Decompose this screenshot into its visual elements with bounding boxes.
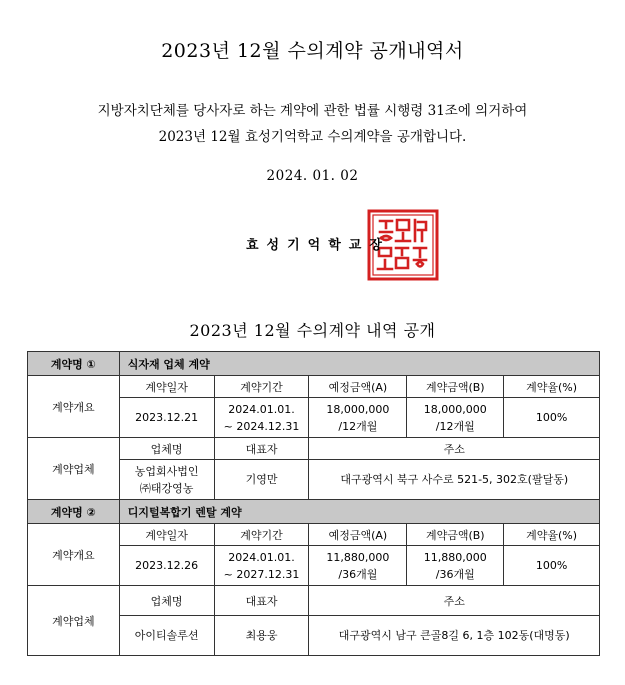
contract-2-period: 2024.01.01. ~ 2027.12.31 bbox=[214, 546, 309, 586]
table-title: 2023년 12월 수의계약 내역 공개 bbox=[189, 321, 436, 340]
header-company-name: 업체명 bbox=[119, 438, 214, 460]
contract-2-overview-label: 계약개요 bbox=[28, 524, 120, 586]
contract-2-estimated-amount: 11,880,000 /36개월 bbox=[309, 546, 407, 586]
contract-2-label: 계약명 ② bbox=[28, 500, 120, 524]
contract-1-contract-amount: 18,000,000 /12개월 bbox=[407, 398, 504, 438]
contract-1-company-name: 농업회사법인 ㈜태강영농 bbox=[119, 460, 214, 500]
contract-1-header-row bbox=[28, 352, 600, 376]
contract-1-company-label: 계약업체 bbox=[28, 438, 120, 500]
header-contract-period: 계약기간 bbox=[214, 524, 309, 546]
header-contract-amount: 계약금액(B) bbox=[407, 524, 504, 546]
intro-text bbox=[0, 98, 625, 150]
contract-2-date: 2023.12.26 bbox=[119, 546, 214, 586]
contract-2-header-row bbox=[28, 500, 600, 524]
header-address: 주소 bbox=[309, 586, 600, 616]
contract-1-estimated-amount: 18,000,000 /12개월 bbox=[309, 398, 407, 438]
contract-2-rate: 100% bbox=[504, 546, 600, 586]
contract-1-name: 식자재 업체 계약 bbox=[119, 352, 599, 376]
header-company-name: 업체명 bbox=[119, 586, 214, 616]
contract-2-contract-amount: 11,880,000 /36개월 bbox=[407, 546, 504, 586]
header-contract-date: 계약일자 bbox=[119, 524, 214, 546]
contract-1-date: 2023.12.21 bbox=[119, 398, 214, 438]
contract-1-address: 대구광역시 북구 사수로 521-5, 302호(팔달동) bbox=[309, 460, 600, 500]
contract-1-overview-label: 계약개요 bbox=[28, 376, 120, 438]
header-estimated-amount: 예정금액(A) bbox=[309, 376, 407, 398]
header-contract-amount: 계약금액(B) bbox=[407, 376, 504, 398]
header-representative: 대표자 bbox=[214, 586, 309, 616]
intro-line-2: 2023년 12월 효성기억학교 수의계약을 공개합니다. bbox=[158, 129, 467, 145]
contract-1-overview-header-row bbox=[28, 376, 600, 398]
header-contract-rate: 계약율(%) bbox=[504, 376, 600, 398]
intro-line-1: 지방자치단체를 당사자로 하는 계약에 관한 법률 시행령 31조에 의거하여 bbox=[97, 103, 528, 119]
header-contract-period: 계약기간 bbox=[214, 376, 309, 398]
contract-2-company-header-row bbox=[28, 586, 600, 616]
header-estimated-amount: 예정금액(A) bbox=[309, 524, 407, 546]
contract-2-company-name: 아이티솔루션 bbox=[119, 616, 214, 656]
contract-1-company-header-row bbox=[28, 438, 600, 460]
signer-name: 효성기억학교장 bbox=[246, 238, 390, 253]
document-date: 2024. 01. 02 bbox=[266, 168, 359, 184]
contract-1-period: 2024.01.01. ~ 2024.12.31 bbox=[214, 398, 309, 438]
contract-1-representative: 기영만 bbox=[214, 460, 309, 500]
contract-1-rate: 100% bbox=[504, 398, 600, 438]
header-contract-date: 계약일자 bbox=[119, 376, 214, 398]
header-representative: 대표자 bbox=[214, 438, 309, 460]
contract-2-name: 디지털복합기 렌탈 계약 bbox=[119, 500, 599, 524]
contracts-table bbox=[27, 351, 600, 656]
header-contract-rate: 계약율(%) bbox=[504, 524, 600, 546]
document-title: 2023년 12월 수의계약 공개내역서 bbox=[161, 40, 464, 62]
contract-1-label: 계약명 ① bbox=[28, 352, 120, 376]
contract-2-overview-header-row bbox=[28, 524, 600, 546]
contract-2-representative: 최용웅 bbox=[214, 616, 309, 656]
contract-2-address: 대구광역시 남구 큰골8길 6, 1층 102동(대명동) bbox=[309, 616, 600, 656]
header-address: 주소 bbox=[309, 438, 600, 460]
contract-2-company-label: 계약업체 bbox=[28, 586, 120, 656]
